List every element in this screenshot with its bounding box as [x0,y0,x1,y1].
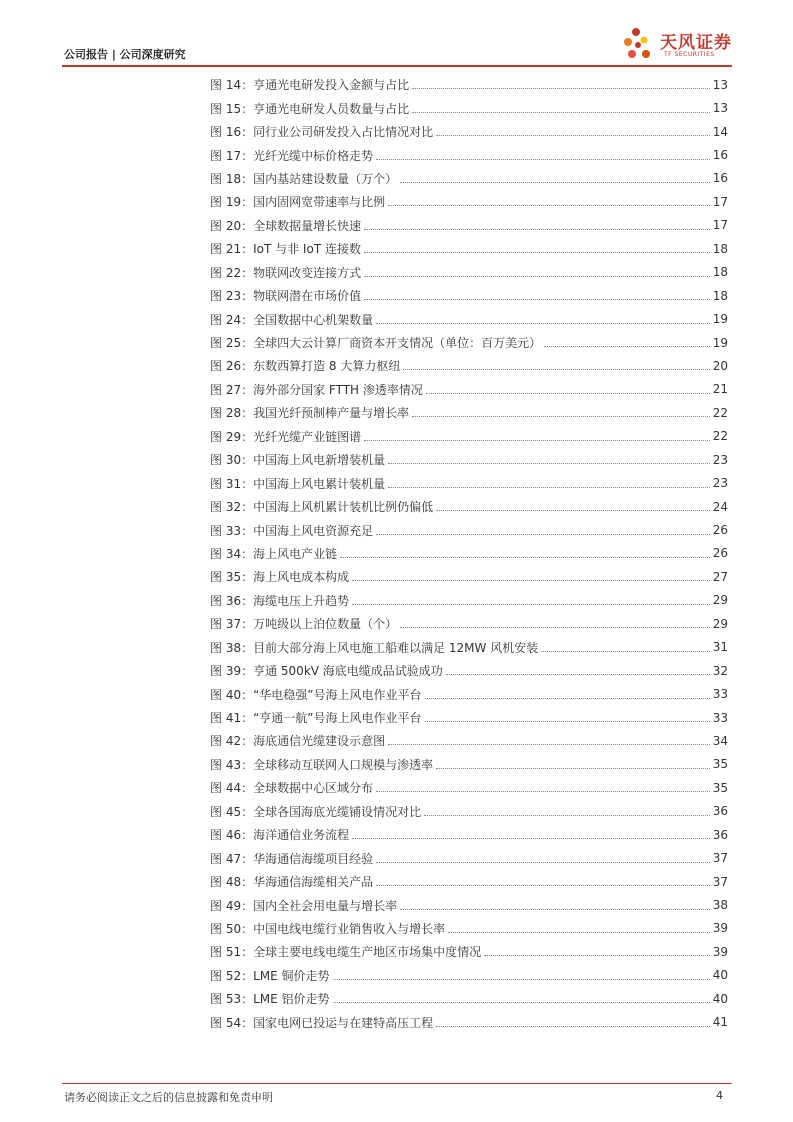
toc-figure-title: 全国数据中心机架数量 [253,312,374,327]
toc-page-number: 24 [712,499,728,514]
toc-figure-label: 图 28： [210,406,254,421]
footer-divider [62,1083,732,1084]
toc-entry[interactable] [210,964,728,987]
toc-entry[interactable] [210,261,728,284]
toc-figure-title: 海缆电压上升趋势 [253,593,350,608]
toc-figure-label: 图 32： [210,500,254,515]
toc-dot-leader [436,1026,710,1027]
toc-figure-title: 中国电线电缆行业销售收入与增长率 [253,921,446,936]
toc-entry[interactable] [210,776,728,799]
logo-name: 天风证券 [660,33,732,53]
toc-entry[interactable] [210,917,728,940]
logo-subtitle: TF SECURITIES [664,51,715,58]
toc-figure-label: 图 50： [210,921,254,936]
toc-entry[interactable] [210,495,728,518]
toc-figure-label: 图 14： [210,78,254,93]
toc-entry[interactable] [210,96,728,119]
toc-dot-leader [333,1002,710,1003]
toc-dot-leader [403,369,709,370]
toc-page-number: 36 [712,804,728,819]
toc-figure-label: 图 43： [210,757,254,772]
toc-page-number: 39 [712,944,728,959]
toc-entry[interactable] [210,143,728,166]
toc-entry[interactable] [210,612,728,635]
toc-page-number: 17 [712,194,728,209]
toc-figure-title: 物联网潜在市场价值 [253,289,362,304]
toc-entry[interactable] [210,284,728,307]
toc-entry[interactable] [210,753,728,776]
toc-page-number: 18 [712,265,728,280]
toc-page-number: 31 [712,640,728,655]
toc-figure-label: 图 35： [210,570,254,585]
toc-entry[interactable] [210,729,728,752]
toc-page-number: 22 [712,429,728,444]
toc-dot-leader [376,885,710,886]
toc-dot-leader [448,932,710,933]
toc-figure-label: 图 17： [210,148,254,163]
toc-figure-label: 图 44： [210,781,254,796]
toc-entry[interactable] [210,542,728,565]
toc-figure-label: 图 30： [210,453,254,468]
toc-dot-leader [376,791,710,792]
toc-dot-leader [364,299,710,300]
toc-figure-label: 图 41： [210,711,254,726]
toc-figure-label: 图 15： [210,101,254,116]
page-number: 4 [716,1089,723,1102]
toc-figure-title: 中国海上风电累计装机量 [253,476,386,491]
toc-entry[interactable] [210,659,728,682]
toc-figure-label: 图 22： [210,265,254,280]
toc-entry[interactable] [210,237,728,260]
toc-page-number: 14 [712,124,728,139]
toc-dot-leader [400,627,710,628]
footer-disclaimer: 请务必阅读正文之后的信息披露和免责申明 [64,1091,273,1104]
toc-figure-label: 图 54： [210,1015,254,1030]
toc-page-number: 18 [712,288,728,303]
toc-page-number: 33 [712,687,728,702]
toc-entry[interactable] [210,893,728,916]
toc-page-number: 16 [712,171,728,186]
toc-figure-label: 图 20： [210,218,254,233]
toc-figure-label: 图 25： [210,336,254,351]
toc-page-number: 16 [712,148,728,163]
header-divider [62,65,732,67]
toc-figure-title: LME 铝价走势 [253,992,330,1007]
toc-figure-label: 图 19： [210,195,254,210]
toc-figure-title: 物联网改变连接方式 [253,265,362,280]
toc-page-number: 29 [712,616,728,631]
toc-entry[interactable] [210,706,728,729]
toc-page-number: 40 [712,968,728,983]
toc-figure-label: 图 46： [210,828,254,843]
toc-entry[interactable] [210,565,728,588]
toc-page-number: 13 [712,101,728,116]
toc-page-number: 33 [712,710,728,725]
toc-figure-label: 图 26： [210,359,254,374]
toc-dot-leader [544,346,710,347]
toc-figure-title: 全球主要电线电缆生产地区市场集中度情况 [253,945,482,960]
toc-page-number: 29 [712,593,728,608]
toc-figure-label: 图 52： [210,968,254,983]
toc-figure-title: IoT 与非 IoT 连接数 [253,242,361,257]
toc-figure-title: “华电稳强”号海上风电作业平台 [253,687,422,702]
toc-page-number: 27 [712,569,728,584]
toc-entry[interactable] [210,823,728,846]
toc-dot-leader [388,744,710,745]
toc-entry[interactable] [210,800,728,823]
toc-entry[interactable] [210,354,728,377]
toc-figure-label: 图 34： [210,546,254,561]
toc-figure-label: 图 49： [210,898,254,913]
toc-figure-label: 图 40： [210,687,254,702]
toc-dot-leader [376,159,710,160]
toc-dot-leader [425,721,710,722]
toc-figure-title: 光纤光缆产业链图谱 [253,429,362,444]
toc-dot-leader [446,674,710,675]
toc-dot-leader [388,463,710,464]
toc-figure-title: 华海通信海缆相关产品 [253,875,374,890]
toc-entry[interactable] [210,190,728,213]
toc-figure-title: 海上风电成本构成 [253,570,350,585]
report-type-label: 公司报告 | 公司深度研究 [64,48,186,61]
toc-dot-leader [364,440,710,441]
toc-page-number: 40 [712,991,728,1006]
toc-figure-title: 亨通光电研发投入金额与占比 [253,78,410,93]
toc-dot-leader [412,112,710,113]
figure-toc-list [210,73,728,1034]
toc-figure-label: 图 31： [210,476,254,491]
toc-entry[interactable] [210,120,728,143]
toc-figure-title: 万吨级以上泊位数量（个） [253,617,398,632]
toc-figure-title: “亨通一航”号海上风电作业平台 [253,711,422,726]
toc-dot-leader [436,768,710,769]
toc-figure-title: 亨通 500kV 海底电缆成品试验成功 [253,664,443,679]
toc-figure-title: 同行业公司研发投入占比情况对比 [253,125,434,140]
toc-entry[interactable] [210,846,728,869]
toc-figure-label: 图 42： [210,734,254,749]
toc-page-number: 36 [712,827,728,842]
toc-figure-label: 图 38： [210,640,254,655]
toc-dot-leader [333,979,710,980]
toc-entry[interactable] [210,214,728,237]
toc-dot-leader [436,135,710,136]
toc-entry[interactable] [210,636,728,659]
toc-entry[interactable] [210,682,728,705]
toc-figure-title: 全球移动互联网人口规模与渗透率 [253,757,434,772]
toc-page-number: 38 [712,898,728,913]
toc-figure-title: 国内固网宽带速率与比例 [253,195,386,210]
toc-figure-title: 国内全社会用电量与增长率 [253,898,398,913]
toc-page-number: 32 [712,663,728,678]
toc-figure-title: 全球数据中心区域分布 [253,781,374,796]
toc-page-number: 18 [712,241,728,256]
toc-figure-title: 亨通光电研发人员数量与占比 [253,101,410,116]
toc-figure-title: 中国海上风机累计装机比例仍偏低 [253,500,434,515]
toc-figure-title: 目前大部分海上风电施工船难以满足 12MW 风机安装 [253,640,539,655]
toc-figure-label: 图 36： [210,593,254,608]
toc-dot-leader [436,510,710,511]
toc-page-number: 20 [712,358,728,373]
toc-page-number: 34 [712,733,728,748]
toc-figure-label: 图 29： [210,429,254,444]
toc-entry[interactable] [210,331,728,354]
toc-dot-leader [352,838,710,839]
toc-figure-title: 国内基站建设数量（万个） [253,171,398,186]
toc-entry[interactable] [210,448,728,471]
toc-figure-title: 东数西算打造 8 大算力枢纽 [253,359,401,374]
toc-entry[interactable] [210,307,728,330]
toc-dot-leader [364,276,710,277]
toc-entry[interactable] [210,471,728,494]
tf-securities-logo [622,24,732,64]
toc-entry[interactable] [210,425,728,448]
toc-figure-label: 图 24： [210,312,254,327]
toc-figure-label: 图 51： [210,945,254,960]
toc-figure-title: 光纤光缆中标价格走势 [253,148,374,163]
toc-figure-title: 国家电网已投运与在建特高压工程 [253,1015,434,1030]
toc-dot-leader [388,205,710,206]
toc-figure-title: 我国光纤预制棒产量与增长率 [253,406,410,421]
toc-figure-title: 海底通信光缆建设示意图 [253,734,386,749]
toc-figure-title: 中国海上风电新增装机量 [253,453,386,468]
toc-figure-label: 图 48： [210,875,254,890]
toc-entry[interactable] [210,73,728,96]
toc-entry[interactable] [210,518,728,541]
toc-figure-title: 全球各国海底光缆铺设情况对比 [253,804,422,819]
toc-figure-title: 全球四大云计算厂商资本开支情况（单位：百万美元） [253,336,542,351]
toc-page-number: 39 [712,921,728,936]
toc-page-number: 26 [712,523,728,538]
toc-dot-leader [388,487,710,488]
toc-entry[interactable] [210,378,728,401]
toc-page-number: 37 [712,851,728,866]
toc-figure-label: 图 39： [210,664,254,679]
toc-dot-leader [364,252,710,253]
toc-figure-label: 图 23： [210,289,254,304]
toc-figure-label: 图 27： [210,382,254,397]
toc-entry[interactable] [210,589,728,612]
toc-figure-label: 图 47： [210,851,254,866]
toc-dot-leader [364,229,710,230]
toc-dot-leader [541,651,710,652]
toc-dot-leader [412,416,710,417]
toc-figure-label: 图 16： [210,125,254,140]
toc-figure-label: 图 18： [210,171,254,186]
toc-page-number: 19 [712,335,728,350]
toc-figure-title: 海上风电产业链 [253,546,338,561]
toc-page-number: 17 [712,218,728,233]
toc-page-number: 37 [712,874,728,889]
toc-entry[interactable] [210,940,728,963]
toc-page-number: 13 [712,77,728,92]
toc-entry[interactable] [210,401,728,424]
toc-page-number: 35 [712,757,728,772]
flower-logo-icon [622,24,662,64]
toc-figure-title: 海洋通信业务流程 [253,828,350,843]
toc-page-number: 19 [712,312,728,327]
toc-dot-leader [376,323,710,324]
toc-figure-label: 图 45： [210,804,254,819]
toc-figure-title: LME 铜价走势 [253,968,330,983]
toc-page-number: 21 [712,382,728,397]
toc-page-number: 23 [712,476,728,491]
toc-dot-leader [352,580,710,581]
toc-dot-leader [400,909,710,910]
toc-dot-leader [412,88,710,89]
toc-figure-label: 图 37： [210,617,254,632]
toc-page-number: 35 [712,780,728,795]
toc-dot-leader [400,182,710,183]
toc-dot-leader [424,815,710,816]
toc-dot-leader [426,393,710,394]
toc-dot-leader [484,955,710,956]
toc-page-number: 22 [712,405,728,420]
toc-figure-label: 图 53： [210,992,254,1007]
toc-page-number: 26 [712,546,728,561]
toc-entry[interactable] [210,987,728,1010]
toc-figure-title: 海外部分国家 FTTH 渗透率情况 [253,382,423,397]
toc-dot-leader [376,862,710,863]
toc-entry[interactable] [210,1011,728,1034]
toc-figure-label: 图 33： [210,523,254,538]
toc-figure-title: 华海通信海缆项目经验 [253,851,374,866]
toc-entry[interactable] [210,870,728,893]
toc-dot-leader [425,698,710,699]
toc-page-number: 23 [712,452,728,467]
toc-figure-title: 中国海上风电资源充足 [253,523,374,538]
toc-figure-title: 全球数据量增长快速 [253,218,362,233]
toc-entry[interactable] [210,167,728,190]
toc-figure-label: 图 21： [210,242,254,257]
toc-dot-leader [352,604,710,605]
toc-dot-leader [376,534,710,535]
toc-page-number: 41 [712,1015,728,1030]
toc-dot-leader [340,557,710,558]
